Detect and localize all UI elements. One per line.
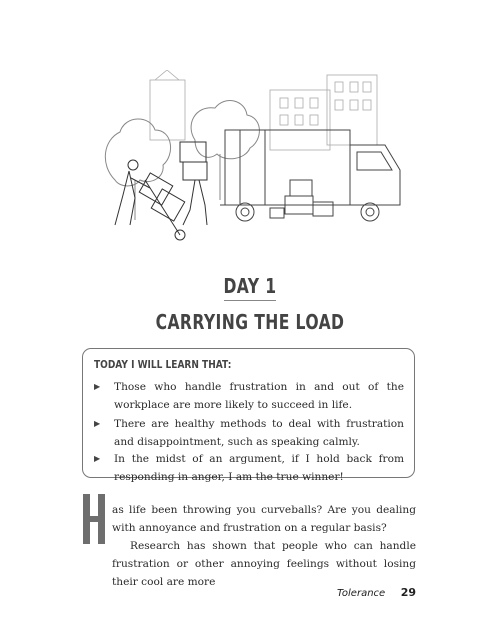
triangle-bullet-icon: ▶ (94, 454, 101, 463)
drop-cap-h-icon (83, 494, 105, 544)
mover-with-hand-truck-icon (115, 160, 185, 240)
day-label: DAY 1 (223, 274, 277, 298)
mover-carrying-boxes-icon (180, 142, 207, 225)
triangle-bullet-icon: ▶ (94, 419, 101, 428)
list-item: ▶ Those who handle frustration in and out of the workplace are more likely to succeed in life. (94, 378, 404, 414)
chapter-title: CARRYING THE LOAD (155, 310, 345, 334)
list-item: ▶ There are healthy methods to deal with frustration and disappointment, such as speaking calmly. (94, 415, 404, 451)
learning-objectives-heading: TODAY I WILL LEARN THAT: (94, 358, 232, 371)
boxes-icon (270, 180, 333, 218)
triangle-bullet-icon: ▶ (94, 382, 101, 391)
title-divider (224, 300, 276, 301)
tree-icon (105, 101, 259, 220)
list-item: ▶ In the midst of an argument, if I hold back from responding in anger, I am the true winner! (94, 450, 404, 486)
paragraph: Research has shown that people who can handle frustration or other annoying feelings without losing their cool are more (112, 540, 416, 588)
page-footer (337, 586, 416, 599)
page-number: 29 (400, 586, 416, 599)
buildings-icon (150, 70, 377, 150)
truck-icon (220, 130, 400, 221)
learning-objectives-box (82, 348, 415, 483)
section-name: Tolerance (337, 588, 386, 599)
paragraph: as life been throwing you curveballs? Are you dealing with annoyance and frustration on a regular basis? (112, 504, 416, 534)
movers-truck-illustration (95, 70, 425, 250)
body-text (112, 501, 416, 591)
